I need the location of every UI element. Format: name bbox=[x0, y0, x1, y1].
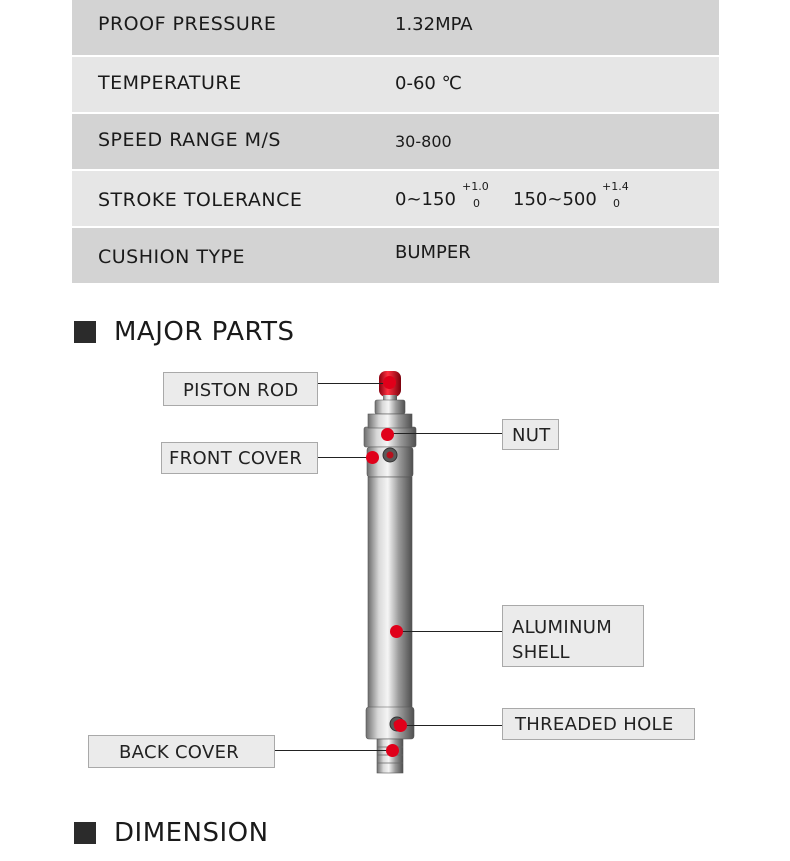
front-cover-marker bbox=[366, 451, 379, 464]
spec-table bbox=[72, 0, 719, 283]
callout-label: SHELL bbox=[512, 642, 570, 663]
spec-label: PROOF PRESSURE bbox=[98, 13, 277, 35]
callout-aluminum-shell bbox=[502, 605, 644, 667]
spec-row-cushion-type bbox=[72, 228, 719, 283]
nut-leader bbox=[390, 433, 502, 434]
front-cover-leader bbox=[318, 457, 373, 458]
callout-label: PISTON ROD bbox=[183, 380, 299, 401]
nut-marker bbox=[381, 428, 394, 441]
callout-label: THREADED HOLE bbox=[515, 714, 674, 735]
spec-label: STROKE TOLERANCE bbox=[98, 189, 303, 211]
stroke-range-2-upper: +1.4 bbox=[602, 180, 629, 193]
stroke-range-1: 0~150 bbox=[395, 189, 456, 210]
callout-back-cover bbox=[88, 735, 275, 768]
section-dimension bbox=[74, 818, 269, 848]
stroke-range-1-upper: +1.0 bbox=[462, 180, 489, 193]
section-major-parts bbox=[74, 317, 295, 347]
piston-rod-marker bbox=[383, 376, 396, 389]
stroke-range-2: 150~500 bbox=[513, 189, 597, 210]
square-bullet-icon bbox=[74, 321, 96, 343]
aluminum-shell-leader bbox=[396, 631, 502, 632]
stroke-range-2-lower: 0 bbox=[613, 197, 620, 210]
piston-rod-leader bbox=[318, 383, 390, 384]
callout-piston-rod bbox=[163, 372, 318, 406]
back-cover-leader bbox=[275, 750, 392, 751]
spec-value: BUMPER bbox=[395, 242, 471, 263]
callout-label: NUT bbox=[512, 425, 551, 446]
callout-threaded-hole bbox=[502, 708, 695, 740]
aluminum-shell-marker bbox=[390, 625, 403, 638]
callout-label: BACK COVER bbox=[119, 742, 240, 763]
spec-value: 1.32MPA bbox=[395, 14, 473, 35]
spec-label: CUSHION TYPE bbox=[98, 246, 246, 268]
spec-row-speed-range bbox=[72, 114, 719, 171]
spec-label: SPEED RANGE M/S bbox=[98, 129, 281, 151]
callout-nut bbox=[502, 419, 559, 450]
spec-value: 30-800 bbox=[395, 132, 452, 151]
section-heading: MAJOR PARTS bbox=[114, 317, 295, 347]
callout-label: ALUMINUM bbox=[512, 617, 613, 638]
callout-front-cover bbox=[161, 442, 318, 474]
cylinder-illustration bbox=[350, 365, 430, 780]
stroke-range-1-lower: 0 bbox=[473, 197, 480, 210]
section-heading: DIMENSION bbox=[114, 818, 269, 848]
callout-label: FRONT COVER bbox=[169, 448, 303, 469]
threaded-hole-marker bbox=[394, 719, 407, 732]
spec-row-temperature bbox=[72, 57, 719, 114]
square-bullet-icon bbox=[74, 822, 96, 844]
threaded-hole-leader bbox=[400, 725, 502, 726]
spec-label: TEMPERATURE bbox=[98, 72, 242, 94]
back-cover-marker bbox=[386, 744, 399, 757]
spec-row-proof-pressure bbox=[72, 0, 719, 57]
spec-value: 0-60 ℃ bbox=[395, 73, 462, 94]
spec-row-stroke-tolerance bbox=[72, 171, 719, 228]
